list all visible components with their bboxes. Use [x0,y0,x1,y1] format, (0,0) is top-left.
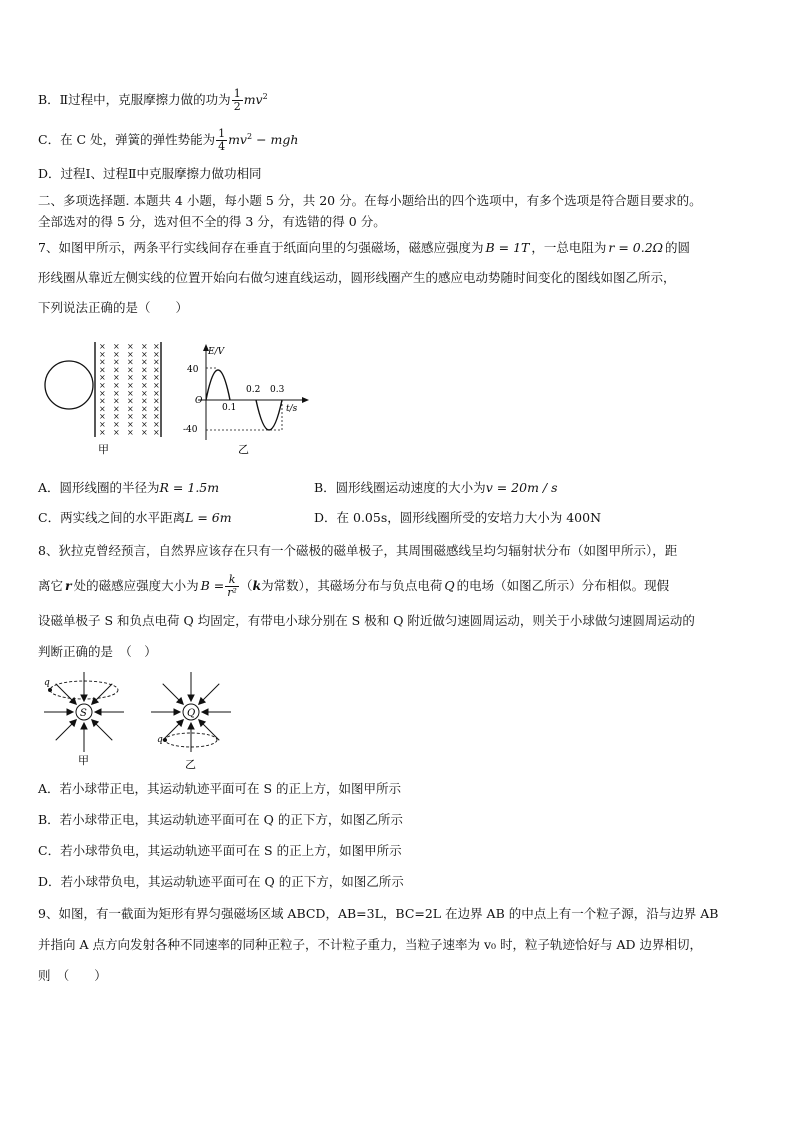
s-label: S [80,708,87,719]
field-x-mark: × [99,357,106,367]
q9-line-1: 9、如图，有一截面为矩形有界匀强磁场区域 ABCD，AB=3L，BC=2L 在边界 AB 的中点上有一个粒子源，沿与边界 AB [38,906,719,921]
field-x-mark: × [99,365,106,375]
field-x-mark: × [127,349,134,359]
field-x-mark: × [141,373,148,383]
q7-option-b: B．圆形线圈运动速度的大小为v = 20m / s [314,480,558,495]
field-x-mark: × [113,404,120,414]
field-x-mark: × [113,357,120,367]
y-tick-neg40: -40 [183,425,198,435]
field-x-mark: × [113,388,120,398]
fig8-yi-charge [145,668,237,772]
magnetic-field-marks [99,342,160,437]
q7-option-d: D．在 0.05s，圆形线圈所受的安培力大小为 400N [314,510,602,525]
fig8-jia-monopole [38,668,130,768]
q7-option-c: C．两实线之间的水平距离L = 6m [38,510,232,525]
field-x-mark: × [127,396,134,406]
option-b: B．Ⅱ过程中，克服摩擦力做的功为 $\frac{1}{2}$ $mv^2$ [38,87,268,113]
field-x-mark: × [141,365,148,375]
q8-line-1: 8、狄拉克曾经预言，自然界应该存在只有一个磁极的磁单极子，其周围磁感线呈均匀辐射状分布（如图甲所示），距 [38,543,678,558]
section-2-line-2: 全部选对的得 5 分，选对但不全的得 3 分，有选错的得 0 分。 [38,214,386,229]
field-x-mark: × [153,388,160,398]
x-tick-03: 0.3 [270,385,285,395]
field-x-mark: × [113,365,120,375]
field-x-mark: × [113,342,120,351]
field-x-mark: × [153,420,160,429]
option-b-text: B．Ⅱ过程中，克服摩擦力做的功为 [38,92,231,107]
field-x-mark: × [113,396,120,406]
q8-line-2: 离它 r 处的磁感应强度大小为 B = $\frac{k}{\text{r²}}$ （k为常数），其磁场分布与负点电荷 Q 的电场（如图乙所示）分布相似。现假 [38,573,670,599]
field-x-mark: × [113,427,120,437]
field-x-mark: × [153,349,160,359]
field-x-mark: × [113,381,120,390]
field-x-mark: × [141,404,148,414]
field-x-mark: × [153,396,160,406]
field-x-mark: × [153,373,160,383]
q8-line-3: 设磁单极子 S 和负点电荷 Q 均固定，有带电小球分别在 S 极和 Q 附近做匀速圆周运动，则关于小球做匀速圆周运动的 [38,613,695,628]
field-x-mark: × [99,404,106,414]
field-x-mark: × [127,365,134,375]
fig-label-jia: 甲 [98,443,109,456]
field-x-mark: × [153,427,160,437]
field-x-mark: × [141,396,148,406]
x-axis-label: t/s [286,404,298,414]
emf-negative-half [256,400,282,430]
field-x-mark: × [127,342,134,351]
field-x-mark: × [113,420,120,429]
y-tick-40: 40 [187,365,199,375]
q-label: Q [187,708,196,719]
charge-label: q [157,735,163,745]
charge-label: q [44,678,50,688]
fraction: $\frac{1}{2}$ [233,87,241,113]
field-x-mark: × [141,381,148,390]
field-x-mark: × [127,357,134,367]
option-c-text: C．在 C 处，弹簧的弹性势能为 [38,132,216,147]
q7-line-1: 7、如图甲所示，两条平行实线间存在垂直于纸面向里的匀强磁场，磁感应强度为 B = 1T ，一总电阻为 r = 0.2Ω 的圆 [38,240,691,255]
field-x-mark: × [113,349,120,359]
field-x-mark: × [99,427,106,437]
fig-label-yi: 乙 [185,758,196,771]
arrowhead [95,709,101,715]
fig7-yi-graph [178,340,313,460]
field-x-mark: × [127,388,134,398]
field-x-mark: × [141,412,148,422]
emf-positive-half [206,370,230,400]
arrowhead [188,695,194,701]
field-x-mark: × [153,381,160,390]
field-x-mark: × [127,412,134,422]
field-x-mark: × [127,427,134,437]
field-x-mark: × [99,420,106,429]
origin-label: O [195,396,203,406]
q8-option-a: A．若小球带正电，其运动轨迹平面可在 S 的正上方，如图甲所示 [38,781,402,796]
fraction: $\frac{k}{\text{r²}}$ [227,573,237,599]
field-x-mark: × [141,427,148,437]
arrowhead [202,709,208,715]
field-x-mark: × [127,373,134,383]
field-x-mark: × [153,412,160,422]
y-axis-label: E/V [208,347,225,357]
field-x-mark: × [141,342,148,351]
fig-label-yi: 乙 [238,443,249,456]
arrowhead [81,695,87,701]
field-x-mark: × [99,342,106,351]
option-c: C．在 C 处，弹簧的弹性势能为 $\frac{1}{4}$ $mv^2$ − mgh [38,127,299,153]
field-x-mark: × [99,396,106,406]
fig-label-jia: 甲 [78,754,89,767]
x-tick-02: 0.2 [246,385,261,395]
q9-line-3: 则 （ ） [38,968,107,983]
field-x-mark: × [141,357,148,367]
field-x-mark: × [113,412,120,422]
fraction: $\frac{1}{4}$ [218,127,226,153]
q8-option-d: D．若小球带负电，其运动轨迹平面可在 Q 的正下方，如图乙所示 [38,874,404,889]
field-x-mark: × [99,388,106,398]
x-tick-01: 0.1 [222,403,237,413]
field-x-mark: × [99,349,106,359]
q8-option-c: C．若小球带负电，其运动轨迹平面可在 S 的正上方，如图甲所示 [38,843,402,858]
section-2-line-1: 二、多项选择题. 本题共 4 小题，每小题 5 分，共 20 分。在每小题给出的四个选项中，有多个选项是符合题目要求的。 [38,193,702,208]
q7-line-2: 形线圈从靠近左侧实线的位置开始向右做匀速直线运动，圆形线圈产生的感应电动势随时间变化的图线如图乙所示， [38,270,676,285]
field-x-mark: × [99,381,106,390]
field-x-mark: × [127,381,134,390]
coil-circle [45,361,93,409]
field-x-mark: × [127,420,134,429]
arrowhead [67,709,73,715]
field-x-mark: × [153,404,160,414]
fig7-jia-diagram [40,340,170,460]
option-d: D．过程Ⅰ、过程Ⅱ中克服摩擦力做功相同 [38,166,262,181]
field-x-mark: × [113,373,120,383]
q9-line-2: 并指向 A 点方向发射各种不同速率的同种正粒子，不计粒子重力，当粒子速率为 v₀ 时，粒子轨迹恰好与 AD 边界相切， [38,937,702,952]
q7-option-a: A．圆形线圈的半径为R = 1.5m [38,480,220,495]
field-x-mark: × [127,404,134,414]
field-x-mark: × [141,349,148,359]
arrowhead [81,723,87,729]
field-x-mark: × [141,420,148,429]
arrowhead [188,723,194,729]
q8-line-4: 判断正确的是 （ ） [38,644,157,659]
field-x-mark: × [153,365,160,375]
arrowhead [174,709,180,715]
field-x-mark: × [141,388,148,398]
field-x-mark: × [153,357,160,367]
field-x-mark: × [99,412,106,422]
q8-option-b: B．若小球带正电，其运动轨迹平面可在 Q 的正下方，如图乙所示 [38,812,403,827]
field-x-mark: × [153,342,160,351]
q7-line-3: 下列说法正确的是（ ） [38,300,189,315]
field-x-mark: × [99,373,106,383]
